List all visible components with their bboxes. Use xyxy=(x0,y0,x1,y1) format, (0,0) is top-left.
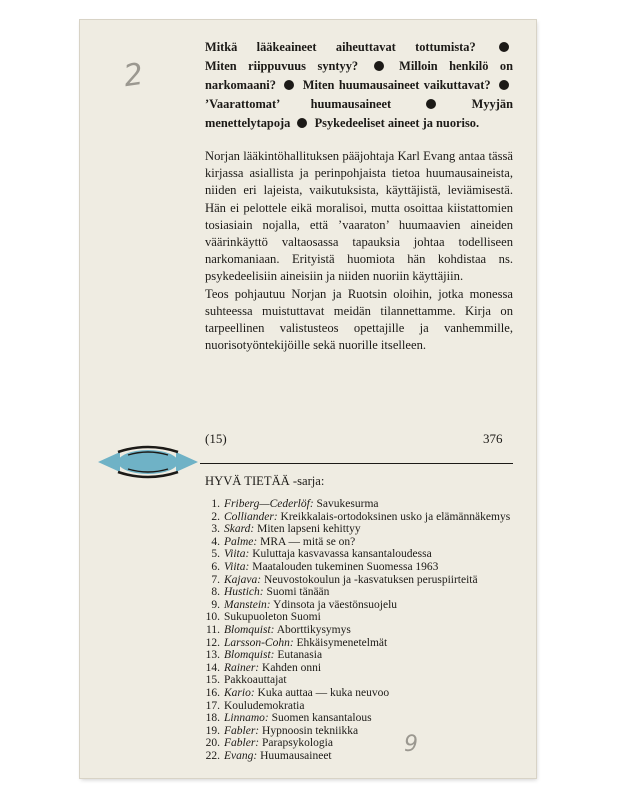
series-item-entry xyxy=(224,712,372,725)
series-item-number: 10. xyxy=(205,611,220,624)
series-item-author: Fabler: xyxy=(224,737,260,750)
series-item-entry xyxy=(224,561,438,574)
series-item-author: Rainer: xyxy=(224,661,260,674)
series-list-item xyxy=(196,737,518,750)
series-item-number: 13. xyxy=(205,649,220,662)
series-item-title: MRA — mitä se on? xyxy=(260,535,356,548)
series-item-entry xyxy=(224,662,321,675)
series-list-item xyxy=(196,662,518,675)
series-item-number: 4. xyxy=(211,535,220,548)
pencil-mark-top: 2 xyxy=(121,56,146,95)
series-item-title: Miten lapseni kehittyy xyxy=(257,523,361,536)
series-item-title: Aborttikysymys xyxy=(276,623,351,636)
series-item-author: Colliander: xyxy=(224,510,278,523)
series-list-item xyxy=(196,536,518,549)
series-item-author: Kario: xyxy=(224,686,255,699)
series-item-number: 20. xyxy=(205,737,220,750)
topic-questions xyxy=(205,38,513,133)
series-list xyxy=(196,498,518,762)
series-item-author: Hustich: xyxy=(224,586,264,599)
bullet-dot-icon xyxy=(374,61,384,71)
series-item-entry xyxy=(224,536,355,549)
series-item-number: 5. xyxy=(211,548,220,561)
question-6: Myyjän menettelytapoja xyxy=(205,97,513,130)
series-item-number: 18. xyxy=(205,712,220,725)
series-item-entry xyxy=(224,674,287,687)
series-item-number: 6. xyxy=(211,560,220,573)
question-7: Psykedeeliset aineet ja nuoriso. xyxy=(314,116,480,130)
series-item-entry xyxy=(224,750,332,763)
series-item-number: 3. xyxy=(211,523,220,536)
series-list-item xyxy=(196,511,518,524)
series-item-author: Linnamo: xyxy=(224,712,269,725)
bullet-dot-icon xyxy=(499,42,509,52)
publisher-logo-icon xyxy=(96,440,200,484)
series-item-entry xyxy=(224,574,478,587)
series-item-number: 1. xyxy=(211,498,220,510)
series-list-item xyxy=(196,586,518,599)
series-item-author: Fabler: xyxy=(224,724,260,737)
series-list-item xyxy=(196,649,518,662)
series-item-entry xyxy=(224,586,329,599)
series-item-number: 11. xyxy=(206,623,220,636)
series-item-author: Manstein: xyxy=(224,598,271,611)
series-item-title: Kreikkalais-ortodoksinen usko ja elämännäkemys xyxy=(280,510,511,523)
series-item-number: 7. xyxy=(211,573,220,586)
series-number: (15) xyxy=(205,431,227,446)
series-heading: HYVÄ TIETÄÄ -sarja: xyxy=(205,474,325,488)
series-item-entry xyxy=(224,649,322,662)
series-item-title: Sukupuoleton Suomi xyxy=(224,611,321,624)
series-list-item xyxy=(196,574,518,587)
series-list-item xyxy=(196,637,518,650)
bullet-dot-icon xyxy=(426,99,436,109)
series-item-author: Blomquist: xyxy=(224,623,275,636)
question-3: Milloin henkilö on narkomaani? xyxy=(205,59,513,92)
series-list-item xyxy=(196,725,518,738)
question-4: Miten huumausaineet vaikuttavat? xyxy=(302,78,491,92)
series-list-item xyxy=(196,548,518,561)
series-item-number: 8. xyxy=(211,586,220,599)
series-item-entry xyxy=(224,624,351,637)
series-item-number: 16. xyxy=(205,686,220,699)
series-item-author: Palme: xyxy=(224,535,258,548)
series-list-item xyxy=(196,624,518,637)
series-item-title: Pakkoauttajat xyxy=(224,674,287,687)
series-list-item xyxy=(196,674,518,687)
series-list-item xyxy=(196,712,518,725)
series-item-author: Kajava: xyxy=(224,573,262,586)
series-item-entry xyxy=(224,725,358,738)
series-list-item xyxy=(196,687,518,700)
series-item-title: Neuvostokoulun ja -kasvatuksen peruspiirteitä xyxy=(263,573,478,586)
series-item-number: 22. xyxy=(205,749,220,762)
series-item-entry xyxy=(224,700,304,713)
series-item-title: Parapsykologia xyxy=(262,737,333,750)
series-item-author: Viita: xyxy=(224,560,250,573)
series-list-item xyxy=(196,523,518,536)
series-item-number: 15. xyxy=(205,674,220,687)
description-paragraph-2: Teos pohjautuu Norjan ja Ruotsin oloihin, jotka monessa suhteessa muistuttavat meidän tilannettamme. Kirja on tarpeellinen valistusteos opettajille ja vanhemmille, nuorisotyöntekijöille sekä nuorille itselleen. xyxy=(205,286,513,353)
series-item-title: Huumausaineet xyxy=(260,749,332,762)
series-item-entry xyxy=(224,511,510,524)
series-item-title: Suomi tänään xyxy=(266,586,330,599)
series-item-author: Larsson-Cohn: xyxy=(224,636,294,649)
series-list-item xyxy=(196,700,518,713)
series-item-number: 17. xyxy=(205,699,220,712)
series-item-number: 12. xyxy=(205,636,220,649)
series-item-author: Viita: xyxy=(224,548,250,561)
series-list-item xyxy=(196,599,518,612)
series-item-title: Kuka auttaa — kuka neuvoo xyxy=(257,686,390,699)
description-paragraph-1: Norjan lääkintöhallituksen pääjohtaja Karl Evang antaa tässä kirjassa asiallista ja perinpohjaista tietoa huumausaineista, niiden eri lajeista, vaikutuksista, käyttäjistä, leviämisestä. Hän ei pelottele eikä moralisoi, mutta osoittaa kiistattomien tosiasiain nojalla, että ’vaaraton’ huumaavien aineiden väärinkäyttö valtaosassa tapauksia johtaa todelliseen narkomaniaan. Erityistä huomiota hän kohdistaa ns. psykedeelisiin aineisiin ja niiden nuoriin käyttäjiin. xyxy=(205,149,513,284)
series-item-entry xyxy=(224,548,432,561)
divider-rule xyxy=(200,463,513,464)
bullet-dot-icon xyxy=(297,118,307,128)
series-list-item xyxy=(196,611,518,624)
series-list-item xyxy=(196,750,518,763)
series-item-author: Friberg—Cederlöf: xyxy=(224,498,314,510)
series-item-title: Ehkäisymenetelmät xyxy=(296,636,388,649)
series-item-title: Hypnoosin tekniikka xyxy=(262,724,359,737)
series-item-entry xyxy=(224,498,379,511)
series-item-number: 9. xyxy=(211,598,220,611)
series-item-author: Evang: xyxy=(224,749,258,762)
bullet-dot-icon xyxy=(284,80,294,90)
series-item-entry xyxy=(224,523,361,536)
series-item-title: Eutanasia xyxy=(277,649,323,662)
series-item-title: Maatalouden tukeminen Suomessa 1963 xyxy=(252,560,439,573)
series-item-entry xyxy=(224,637,387,650)
series-item-number: 14. xyxy=(205,661,220,674)
series-item-author: Blomquist: xyxy=(224,649,275,662)
series-item-title: Kouludemokratia xyxy=(224,699,305,712)
series-item-number: 2. xyxy=(211,510,220,523)
series-item-author: Skard: xyxy=(224,523,255,536)
catalog-number: 376 xyxy=(483,431,503,446)
series-item-title: Kahden onni xyxy=(262,661,322,674)
series-item-title: Ydinsota ja väestönsuojelu xyxy=(273,598,398,611)
series-list-item xyxy=(196,498,518,511)
book-description xyxy=(205,148,513,354)
series-item-title: Kuluttaja kasvavassa kansantaloudessa xyxy=(252,548,432,561)
series-item-entry xyxy=(224,687,389,700)
series-item-entry xyxy=(224,611,321,624)
series-item-number: 19. xyxy=(205,724,220,737)
question-2: Miten riippuvuus syntyy? xyxy=(205,59,359,73)
series-item-title: Savukesurma xyxy=(316,498,379,510)
pencil-mark-bottom: 9 xyxy=(404,732,418,757)
bullet-dot-icon xyxy=(499,80,509,90)
question-1: Mitkä lääkeaineet aiheuttavat tottumista? xyxy=(205,40,476,54)
question-5: ’Vaarattomat’ huumausaineet xyxy=(205,97,392,111)
series-list-item xyxy=(196,561,518,574)
series-item-title: Suomen kansantalous xyxy=(271,712,372,725)
series-item-entry xyxy=(224,599,397,612)
series-item-entry xyxy=(224,737,333,750)
